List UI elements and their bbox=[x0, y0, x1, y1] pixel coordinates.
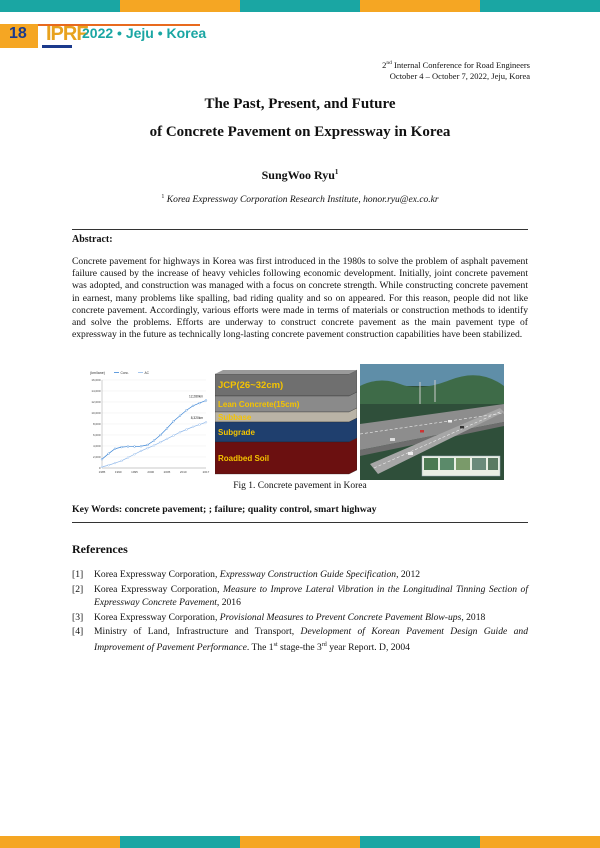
top-color-band bbox=[0, 0, 600, 12]
chart-data-point bbox=[121, 460, 123, 462]
chart-data-point bbox=[205, 421, 207, 423]
chart-legend-label: Conc. bbox=[120, 370, 129, 375]
reference-item bbox=[72, 583, 528, 610]
abstract-text: Concrete pavement for highways in Korea was first introduced in the 1980s to solve the problem of asphalt pavement failure caused by the increase of heavy vehicles following economic development. Initially, joint concrete pavement was adopted, and construction was managed with a focus on concrete strength. While constructing concrete pavement in earnest, many problems like spalling, bad riding quality and so on appeared. For this reason, people did not like concrete pavement. Accordingly, various efforts were made in terms of materials or construction methods to identify and solve the problems. Efforts are underway to construct concrete pavement as the main pavement type of expressway in the future as technically long-lasting concrete pavement construction capabilities have been stabilized. bbox=[72, 256, 528, 341]
layer-label: JCP(26~32cm) bbox=[218, 380, 284, 391]
chart-data-point bbox=[140, 445, 142, 447]
references-list bbox=[72, 568, 528, 655]
references-heading: References bbox=[72, 542, 128, 556]
chart-data-point bbox=[179, 431, 181, 433]
chart-y-tick-label: 4,000 bbox=[92, 444, 101, 449]
chart-x-tick-label: 2005 bbox=[163, 470, 171, 474]
chart-data-point bbox=[186, 429, 188, 431]
reference-item bbox=[72, 625, 528, 654]
reference-number: [1] bbox=[72, 569, 84, 580]
chart-series-line bbox=[102, 400, 206, 459]
chart-data-point bbox=[199, 402, 201, 404]
logo-underline bbox=[42, 45, 72, 48]
layer-label: Subbase bbox=[218, 413, 252, 422]
chart-data-point bbox=[134, 453, 136, 455]
layer-label: Roadbed Soil bbox=[218, 454, 270, 463]
page-number: 18 bbox=[9, 25, 27, 42]
reference-item bbox=[72, 568, 528, 582]
chart-data-point bbox=[114, 448, 116, 450]
chart-data-point bbox=[199, 424, 201, 426]
chart-data-point bbox=[127, 457, 129, 459]
chart-data-point bbox=[160, 441, 162, 443]
paper-title-line1: The Past, Present, and Future bbox=[204, 96, 396, 112]
reference-text: Korea Expressway Corporation, Expressway Construction Guide Specification, 2012 bbox=[94, 569, 421, 580]
paper-title-line2: of Concrete Pavement on Expressway in Korea bbox=[149, 124, 451, 140]
chart-y-tick-label: 0 bbox=[98, 466, 101, 471]
chart-data-point bbox=[166, 428, 168, 430]
chart-y-tick-label: 10,000 bbox=[91, 411, 101, 416]
chart-y-tick-label: 14,000 bbox=[91, 389, 101, 394]
chart-data-point bbox=[205, 400, 207, 402]
chart-y-tick-label: 12,000 bbox=[91, 400, 101, 405]
chart-data-point bbox=[186, 409, 188, 411]
bottom-color-band bbox=[0, 836, 600, 848]
chart-data-point bbox=[121, 446, 123, 448]
chart-annotation: 8,320km bbox=[190, 416, 203, 421]
chart-data-point bbox=[153, 440, 155, 442]
chart-data-point bbox=[98, 466, 103, 471]
abstract-label: Abstract: bbox=[72, 234, 113, 245]
layer-label: Subgrade bbox=[218, 428, 255, 437]
reference-item bbox=[72, 611, 528, 625]
chart-data-point bbox=[160, 434, 162, 436]
chart-data-point bbox=[153, 445, 155, 447]
reference-number: [4] bbox=[72, 626, 84, 637]
conference-info: 2nd Internal Conference for Road Engineers October 4 – October 7, 2022, Jeju, Korea bbox=[382, 59, 530, 81]
pavement-layer-diagram bbox=[215, 366, 357, 480]
chart-y-tick-label: 6,000 bbox=[92, 433, 101, 438]
chart-x-tick-label: 1990 bbox=[114, 470, 122, 474]
abstract-top-rule bbox=[72, 229, 528, 230]
affiliation: $^1$ Korea Expressway Corporation Research Institute, honor.ryu@ex.co.kr bbox=[161, 194, 439, 206]
chart-x-tick-label: 1995 bbox=[131, 470, 138, 474]
chart-data-point bbox=[147, 447, 149, 449]
chart-data-point bbox=[108, 453, 110, 455]
chart-data-point bbox=[173, 420, 175, 422]
chart-data-point bbox=[101, 458, 103, 460]
chart-y-axis-label: (km/lane) bbox=[90, 371, 105, 375]
chart-x-tick-label: 1985 bbox=[98, 470, 106, 474]
pavement-length-chart bbox=[88, 366, 210, 480]
conference-tag: 2022 • Jeju • Korea bbox=[82, 25, 207, 41]
reference-number: [2] bbox=[72, 583, 84, 595]
figure-caption: Fig 1. Concrete pavement in Korea bbox=[233, 481, 367, 491]
chart-legend-label: AC bbox=[144, 370, 149, 375]
chart-data-point bbox=[127, 446, 129, 448]
chart-x-tick-label: 2017 bbox=[202, 470, 210, 474]
chart-y-tick-label: 16,000 bbox=[91, 378, 101, 383]
chart-data-point bbox=[166, 438, 168, 440]
reference-number: [3] bbox=[72, 611, 84, 623]
layer-label: Lean Concrete(15cm) bbox=[218, 400, 300, 409]
chart-y-tick-label: 8,000 bbox=[92, 422, 101, 427]
chart-annotation: 12,280km bbox=[189, 394, 203, 399]
chart-data-point bbox=[140, 450, 142, 452]
reference-text: Korea Expressway Corporation, Provisional Measures to Prevent Concrete Pavement Blow-ups, 2018 bbox=[94, 611, 486, 623]
chart-x-tick-label: 2000 bbox=[147, 470, 155, 474]
chart-data-point bbox=[173, 435, 175, 437]
chart-data-point bbox=[192, 405, 194, 407]
conference-logo: IPRF bbox=[46, 23, 88, 45]
keywords: Key Words: concrete pavement; ; failure; quality control, smart highway bbox=[72, 504, 377, 515]
expressway-photo bbox=[360, 364, 504, 480]
chart-data-point bbox=[134, 446, 136, 448]
reference-text: Korea Expressway Corporation, Measure to Improve Lateral Vibration in the Longitudinal Tinning Section of Expressway Concrete Pavement, 2016 bbox=[94, 583, 528, 608]
chart-data-point bbox=[192, 426, 194, 428]
chart-y-tick-label: 2,000 bbox=[92, 455, 101, 460]
keywords-bottom-rule bbox=[72, 522, 528, 523]
reference-text: Ministry of Land, Infrastructure and Transport, Development of Korean Pavement Design Guide and Improvement of Pavement Performance. The 1st stage-the 3rd year Report. D, 2004 bbox=[94, 626, 528, 653]
chart-data-point bbox=[179, 415, 181, 417]
chart-data-point bbox=[108, 464, 110, 466]
layer-top-face bbox=[215, 370, 357, 374]
chart-x-tick-label: 2010 bbox=[179, 470, 187, 474]
author: SungWoo Ryu$^1$ bbox=[261, 168, 339, 182]
chart-data-point bbox=[114, 462, 116, 464]
chart-data-point bbox=[147, 444, 149, 446]
